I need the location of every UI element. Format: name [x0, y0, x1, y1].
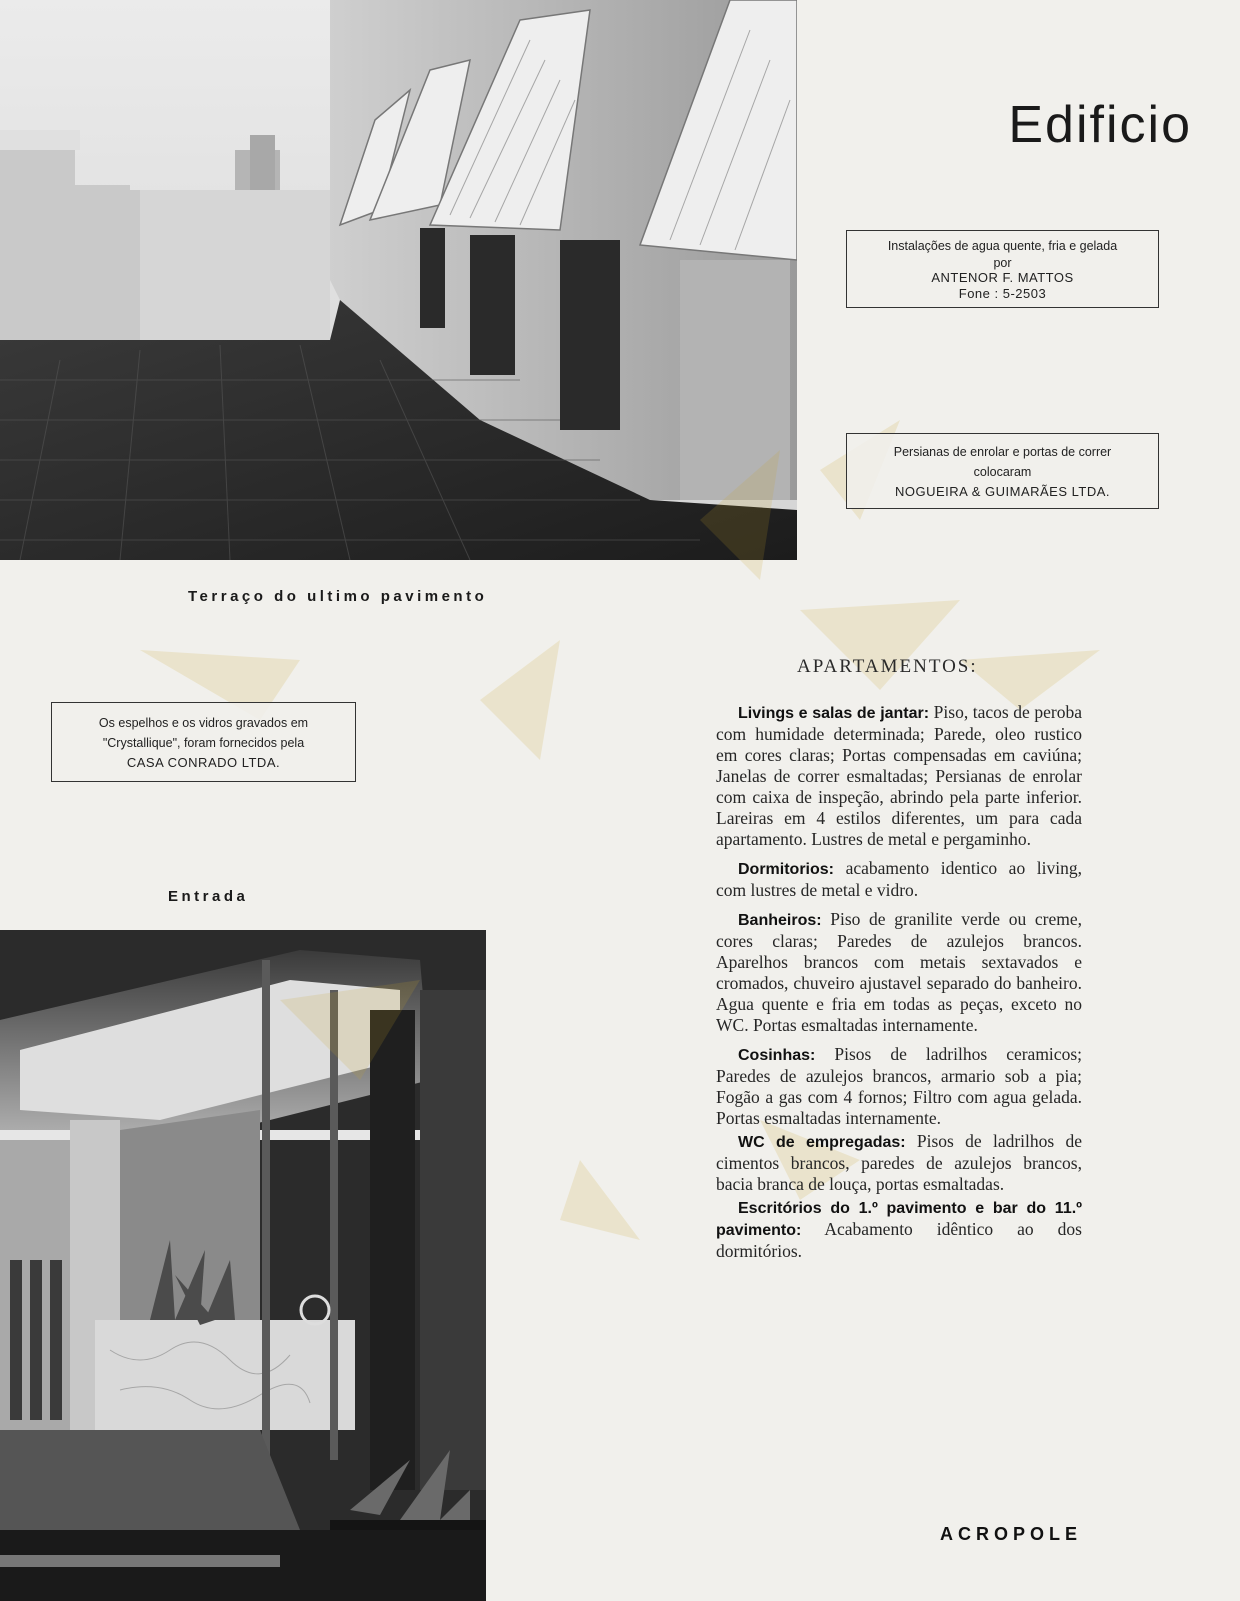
credit-box-blinds — [846, 433, 1159, 509]
spec-description: Piso, tacos de peroba com humidade determinada; Parede, oleo rustico em cores claras; Portas compensadas em caviúna; Janelas de correr esmaltadas; Persianas de enrolar com caixa de inspeção, abrindo pela parte inferior. Lareiras em 4 estilos diferentes, um para cada apartamento. Lustres de metal e pergaminho. — [716, 702, 1082, 849]
spec-description: Pisos de ladrilhos ceramicos; Paredes de azulejos brancos, armario sob a pia; Fogão a gas com 4 fornos; Filtro com agua gelada. Portas esmaltadas internamente. — [716, 1044, 1082, 1128]
credit-box-water-installation — [846, 230, 1159, 308]
spec-description: Acabamento idêntico ao dos dormitórios. — [716, 1219, 1082, 1261]
spec-term: Escritórios do 1.º pavimento e bar do 11.º pavimento: — [716, 1200, 1082, 1239]
spec-paragraph — [716, 702, 1082, 850]
credit-line: Instalações de agua quente, fria e gelada — [887, 239, 1118, 253]
entrance-photo — [0, 930, 486, 1601]
spec-description: Piso de granilite verde ou creme, cores claras; Paredes de azulejos brancos. Aparelhos brancos com metais sextavados e cromados, chuveiro ajustavel separado do banheiro. Agua quente e fria em todas as peças, exceto no WC. Portas esmaltadas internamente. — [716, 909, 1082, 1035]
section-heading: APARTAMENTOS: — [797, 656, 978, 677]
publication-footer: ACROPOLE — [939, 1524, 1082, 1544]
terrace-caption: Terraço do ultimo pavimento — [188, 588, 488, 605]
credit-firm-name: CASA CONRADO LTDA. — [126, 755, 281, 770]
credit-line: por — [993, 256, 1012, 270]
credit-firm-name: ANTENOR F. MATTOS — [931, 270, 1074, 285]
spec-paragraph — [716, 858, 1082, 901]
credit-phone: Fone : 5-2503 — [958, 286, 1047, 301]
spec-term: Dormitorios: — [738, 861, 834, 878]
spec-description: acabamento identico ao living, com lustres de metal e vidro. — [716, 858, 1082, 900]
apartment-specifications — [716, 702, 1082, 1270]
spec-term: WC de empregadas: — [738, 1134, 906, 1151]
credit-line: "Crystallique", foram fornecidos pela — [102, 736, 305, 750]
spec-paragraph — [716, 1131, 1082, 1195]
page-title: Edificio — [1008, 95, 1192, 154]
credit-box-mirrors — [51, 702, 356, 782]
spec-paragraph — [716, 1197, 1082, 1262]
credit-line: Persianas de enrolar e portas de correr — [893, 445, 1112, 459]
spec-paragraph — [716, 909, 1082, 1036]
spec-paragraph — [716, 1044, 1082, 1129]
entrance-caption: Entrada — [168, 888, 249, 905]
spec-term: Livings e salas de jantar: — [738, 705, 930, 722]
spec-term: Cosinhas: — [738, 1047, 816, 1064]
credit-firm-name: NOGUEIRA & GUIMARÃES LTDA. — [894, 484, 1111, 499]
credit-line: Os espelhos e os vidros gravados em — [98, 716, 309, 730]
credit-line: colocaram — [973, 465, 1032, 479]
terrace-photo — [0, 0, 797, 560]
spec-term: Banheiros: — [738, 912, 822, 929]
spec-description: Pisos de ladrilhos de cimentos brancos, paredes de azulejos brancos, bacia branca de louça, portas esmaltadas. — [716, 1131, 1082, 1194]
